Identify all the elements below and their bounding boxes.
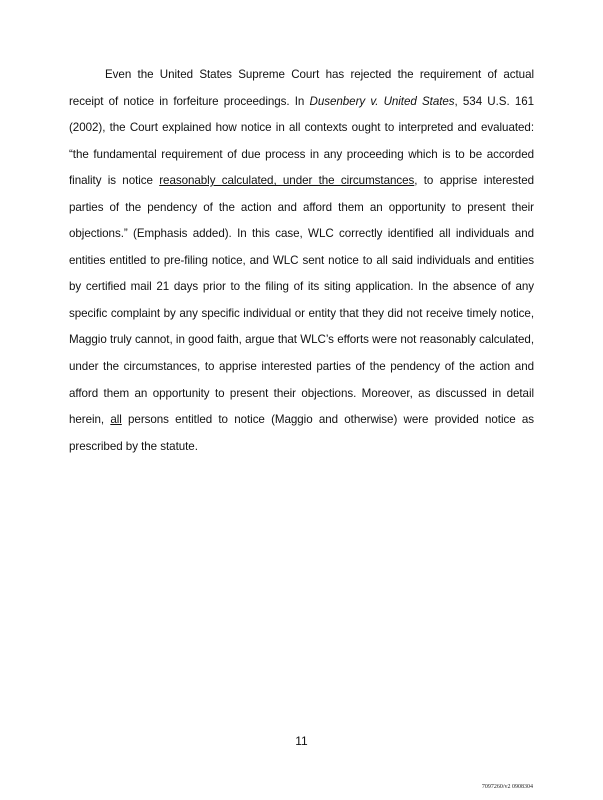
paragraph-text-1: Even the United States Supreme Court has rejected the requirement of actual receipt of notice in forfeiture proceedings. In <box>69 68 534 108</box>
page-number: 11 <box>295 734 308 748</box>
emphasized-word-all: all <box>110 413 122 427</box>
paragraph-text-4: persons entitled to notice (Maggio and otherwise) were provided notice as prescribed by the statute. <box>69 413 534 453</box>
emphasized-phrase: reasonably calculated, under the circumstances <box>159 174 415 188</box>
paragraph-text-3: , to apprise interested parties of the pendency of the action and afford them an opportunity to present their objections.” (Emphasis added). In this case, WLC correctly identified all individuals and entities entitled to pre-filing notice, and WLC sent notice to all said individuals and entities by certified mail 21 days prior to the filing of its siting application. In the absence of any specific complaint by any specific individual or entity that they did not receive timely notice, Maggio truly cannot, in good faith, argue that WLC’s efforts were not reasonably calculated, under the circumstances, to apprise interested parties of the pendency of the action and afford them an opportunity to present their objections. Moreover, as discussed in detail herein, <box>69 174 534 427</box>
paragraph-text-2: , 534 U.S. 161 (2002), the Court explained how notice in all contexts ought to interpreted and evaluated: “the fundamental requirement of due process in any proceeding which is to be accorded finality is notice <box>69 94 535 188</box>
body-paragraph <box>69 62 534 460</box>
case-citation-name: Dusenbery v. United States <box>309 94 455 108</box>
document-id: 7097260/v2 0908304 <box>481 784 533 790</box>
